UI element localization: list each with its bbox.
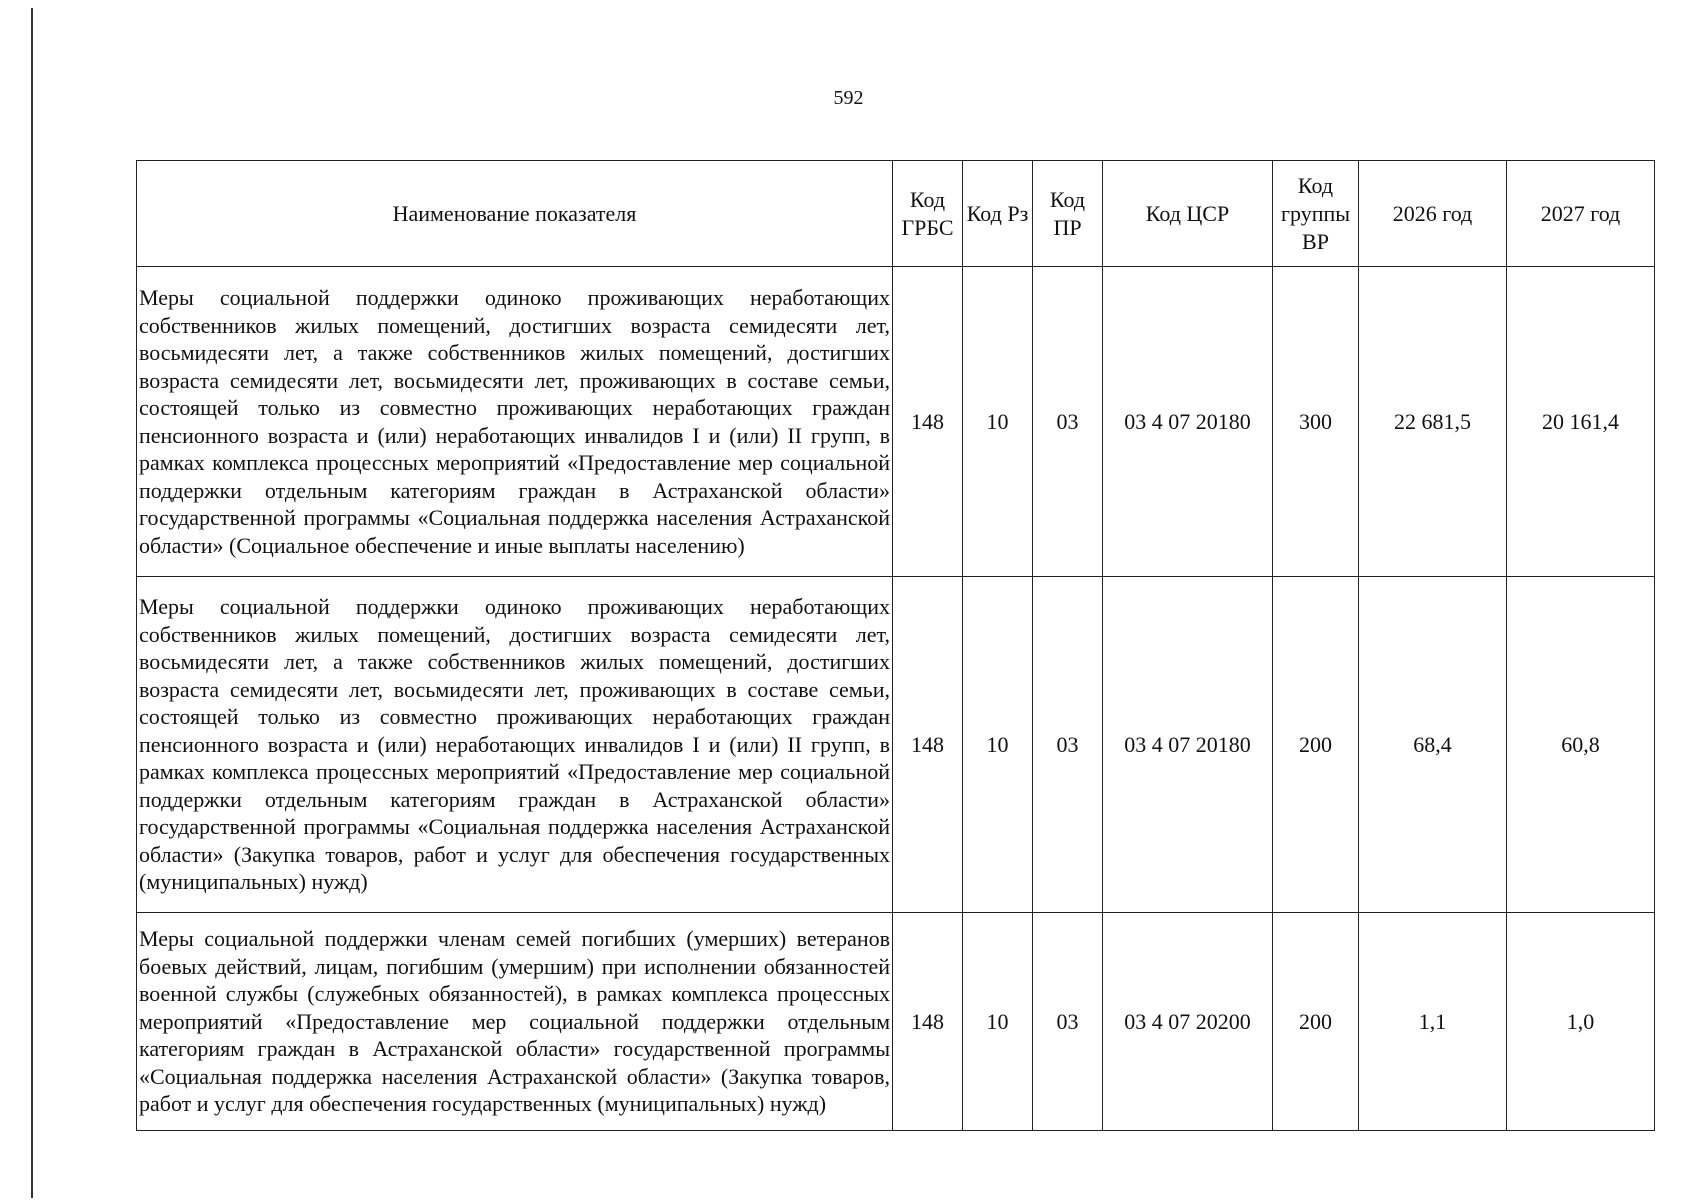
row-csr: 03 4 07 20200 bbox=[1103, 913, 1273, 1131]
row-rz: 10 bbox=[963, 577, 1033, 913]
row-2027: 20 161,4 bbox=[1507, 267, 1655, 577]
row-2026: 1,1 bbox=[1359, 913, 1507, 1131]
row-rz: 10 bbox=[963, 267, 1033, 577]
header-csr: Код ЦСР bbox=[1103, 161, 1273, 267]
row-vr: 200 bbox=[1273, 913, 1359, 1131]
table-header-row bbox=[137, 161, 1655, 267]
row-grbs: 148 bbox=[893, 913, 963, 1131]
header-2026: 2026 год bbox=[1359, 161, 1507, 267]
row-csr: 03 4 07 20180 bbox=[1103, 267, 1273, 577]
table-row bbox=[137, 913, 1655, 1131]
row-grbs: 148 bbox=[893, 267, 963, 577]
row-pr: 03 bbox=[1033, 267, 1103, 577]
row-pr: 03 bbox=[1033, 913, 1103, 1131]
header-name: Наименование показателя bbox=[137, 161, 893, 267]
row-csr: 03 4 07 20180 bbox=[1103, 577, 1273, 913]
page-number: 592 bbox=[833, 87, 864, 109]
header-rz: Код Рз bbox=[963, 161, 1033, 267]
row-grbs: 148 bbox=[893, 577, 963, 913]
row-name: Меры социальной поддержки одиноко проживающих неработающих собственников жилых помещений, достигших возраста семидесяти лет, восьмидесяти лет, а также собственников жилых помещений, достигших возраста семидесяти лет, восьмидесяти лет, проживающих в составе семьи, состоящей только из совместно проживающих неработающих граждан пенсионного возраста и (или) неработающих инвалидов I и (или) II групп, в рамках комплекса процессных мероприятий «Предоставление мер социальной поддержки отдельным категориям граждан в Астраханской области» государственной программы «Социальная поддержка населения Астраханской области» (Социальное обеспечение и иные выплаты населению) bbox=[137, 267, 893, 577]
row-2026: 68,4 bbox=[1359, 577, 1507, 913]
table-row bbox=[137, 577, 1655, 913]
row-name: Меры социальной поддержки одиноко проживающих неработающих собственников жилых помещений, достигших возраста семидесяти лет, восьмидесяти лет, а также собственников жилых помещений, достигших возраста семидесяти лет, восьмидесяти лет, проживающих в составе семьи, состоящей только из совместно проживающих неработающих граждан пенсионного возраста и (или) неработающих инвалидов I и (или) II групп, в рамках комплекса процессных мероприятий «Предоставление мер социальной поддержки отдельным категориям граждан в Астраханской области» государственной программы «Социальная поддержка населения Астраханской области» (Закупка товаров, работ и услуг для обеспечения государственных (муниципальных) нужд) bbox=[137, 577, 893, 913]
row-vr: 200 bbox=[1273, 577, 1359, 913]
budget-table bbox=[136, 160, 1655, 1131]
header-pr: Код ПР bbox=[1033, 161, 1103, 267]
header-vr: Код группы ВР bbox=[1273, 161, 1359, 267]
row-rz: 10 bbox=[963, 913, 1033, 1131]
row-name: Меры социальной поддержки членам семей погибших (умерших) ветеранов боевых действий, лицам, погибшим (умершим) при исполнении обязанностей военной службы (служебных обязанностей), в рамках комплекса процессных мероприятий «Предоставление мер социальной поддержки отдельным категориям граждан в Астраханской области» государственной программы «Социальная поддержка населения Астраханской области» (Закупка товаров, работ и услуг для обеспечения государственных (муниципальных) нужд) bbox=[137, 913, 893, 1131]
binding-margin-line bbox=[31, 8, 33, 1198]
row-pr: 03 bbox=[1033, 577, 1103, 913]
row-2027: 60,8 bbox=[1507, 577, 1655, 913]
row-vr: 300 bbox=[1273, 267, 1359, 577]
header-grbs: Код ГРБС bbox=[893, 161, 963, 267]
table-row bbox=[137, 267, 1655, 577]
row-2026: 22 681,5 bbox=[1359, 267, 1507, 577]
header-2027: 2027 год bbox=[1507, 161, 1655, 267]
row-2027: 1,0 bbox=[1507, 913, 1655, 1131]
